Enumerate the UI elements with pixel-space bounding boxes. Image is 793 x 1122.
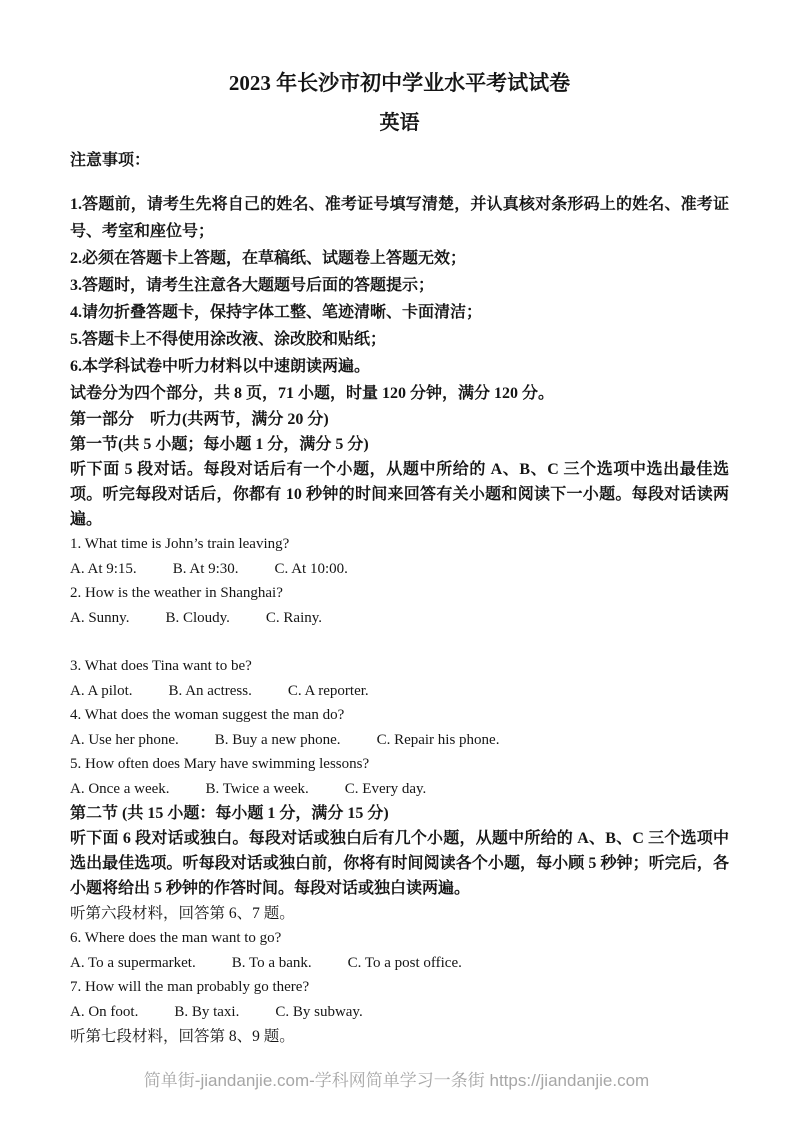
- option-a: A. On foot.: [70, 1003, 139, 1020]
- question-6-options: [70, 951, 729, 976]
- question-4: [70, 703, 729, 752]
- question-5-text: 5. How often does Mary have swimming lessons?: [70, 756, 370, 772]
- question-5: [70, 752, 729, 801]
- option-b: B. To a bank.: [231, 954, 312, 971]
- section1-heading: 第一节(共 5 小题；每小题 1 分，满分 5 分): [70, 436, 369, 453]
- material-7-prompt: 听第七段材料，回答第 8、9 题。: [70, 1028, 295, 1045]
- question-5-options: [70, 777, 729, 802]
- option-c: C. By subway.: [275, 1003, 363, 1020]
- option-a: A. Use her phone.: [70, 731, 179, 748]
- question-7-text: 7. How will the man probably go there?: [70, 979, 310, 995]
- material-6-prompt: 听第六段材料，回答第 6、7 题。: [70, 905, 295, 922]
- option-a: A. A pilot.: [70, 682, 133, 699]
- notice-item-5: 5.答题卡上不得使用涂改液、涂改胶和贴纸；: [70, 331, 387, 348]
- option-c: C. Rainy.: [265, 609, 323, 626]
- question-3: [70, 654, 729, 703]
- question-6: [70, 926, 729, 975]
- question-2-text: 2. How is the weather in Shanghai?: [70, 585, 283, 601]
- option-b: B. By taxi.: [174, 1003, 240, 1020]
- notice-heading: 注意事项：: [70, 152, 151, 169]
- question-2: [70, 581, 729, 630]
- part1-heading: 第一部分 听力(共两节，满分 20 分): [70, 411, 329, 428]
- question-7-options: [70, 1000, 729, 1025]
- notice-item-6: 6.本学科试卷中听力材料以中速朗读两遍。: [70, 358, 371, 375]
- option-c: C. Every day.: [344, 780, 427, 797]
- option-b: B. An actress.: [168, 682, 252, 699]
- option-c: C. A reporter.: [287, 682, 369, 699]
- question-2-options: [70, 606, 729, 631]
- notice-item-3: 3.答题时，请考生注意各大题题号后面的答题提示；: [70, 277, 435, 294]
- section2-instructions: 听下面 6 段对话或独白。每段对话或独白后有几个小题，从题中所给的 A、B、C 三个选项中选出最佳选项。听每段对话或独白前，你将有时间阅读各个小题，每小顾 5 秒钟；听完后，各小题将给出 5 秒钟的作答时间。每段对话或独白读两遍。: [70, 830, 729, 897]
- watermark-footer: 简单街-jiandanjie.com-学科网简单学习一条街 https://jiandanjie.com: [143, 1071, 650, 1090]
- question-7: [70, 975, 729, 1024]
- question-3-options: [70, 679, 729, 704]
- question-1-options: [70, 557, 729, 582]
- option-b: B. Cloudy.: [165, 609, 230, 626]
- notice-list: [70, 191, 729, 380]
- option-a: A. At 9:15.: [70, 560, 137, 577]
- option-a: A. Sunny.: [70, 609, 130, 626]
- option-c: C. At 10:00.: [274, 560, 348, 577]
- notice-item-4: 4.请勿折叠答题卡，保持字体工整、笔迹清晰、卡面清洁；: [70, 304, 483, 321]
- blank-line: [70, 630, 729, 654]
- option-b: B. Twice a week.: [205, 780, 309, 797]
- notice-item-1: 1.答题前，请考生先将自己的姓名、准考证号填写清楚，并认真核对条形码上的姓名、准考证号、考室和座位号；: [70, 196, 729, 240]
- question-4-text: 4. What does the woman suggest the man do?: [70, 707, 345, 723]
- section1-instructions: 听下面 5 段对话。每段对话后有一个小题，从题中所给的 A、B、C 三个选项中选出最佳选项。听完每段对话后，你都有 10 秒钟的时间来回答有关小题和阅读下一小题。每段对话读两遍。: [70, 461, 729, 528]
- paper-info-line: 试卷分为四个部分，共 8 页，71 小题，时量 120 分钟，满分 120 分。: [70, 385, 555, 402]
- paper-title: 2023 年长沙市初中学业水平考试试卷: [228, 71, 571, 95]
- notice-item-2: 2.必须在答题卡上答题，在草稿纸、试题卷上答题无效；: [70, 250, 467, 267]
- section2-heading: 第二节 (共 15 小题：每小题 1 分，满分 15 分): [70, 805, 389, 822]
- question-6-text: 6. Where does the man want to go?: [70, 930, 282, 946]
- option-a: A. To a supermarket.: [70, 954, 196, 971]
- option-a: A. Once a week.: [70, 780, 170, 797]
- question-4-options: [70, 728, 729, 753]
- question-1-text: 1. What time is John’s train leaving?: [70, 536, 290, 552]
- paper-subject: 英语: [379, 112, 420, 134]
- option-b: B. Buy a new phone.: [214, 731, 341, 748]
- option-b: B. At 9:30.: [172, 560, 239, 577]
- option-c: C. Repair his phone.: [376, 731, 500, 748]
- option-c: C. To a post office.: [347, 954, 462, 971]
- question-1: [70, 532, 729, 581]
- question-3-text: 3. What does Tina want to be?: [70, 658, 252, 674]
